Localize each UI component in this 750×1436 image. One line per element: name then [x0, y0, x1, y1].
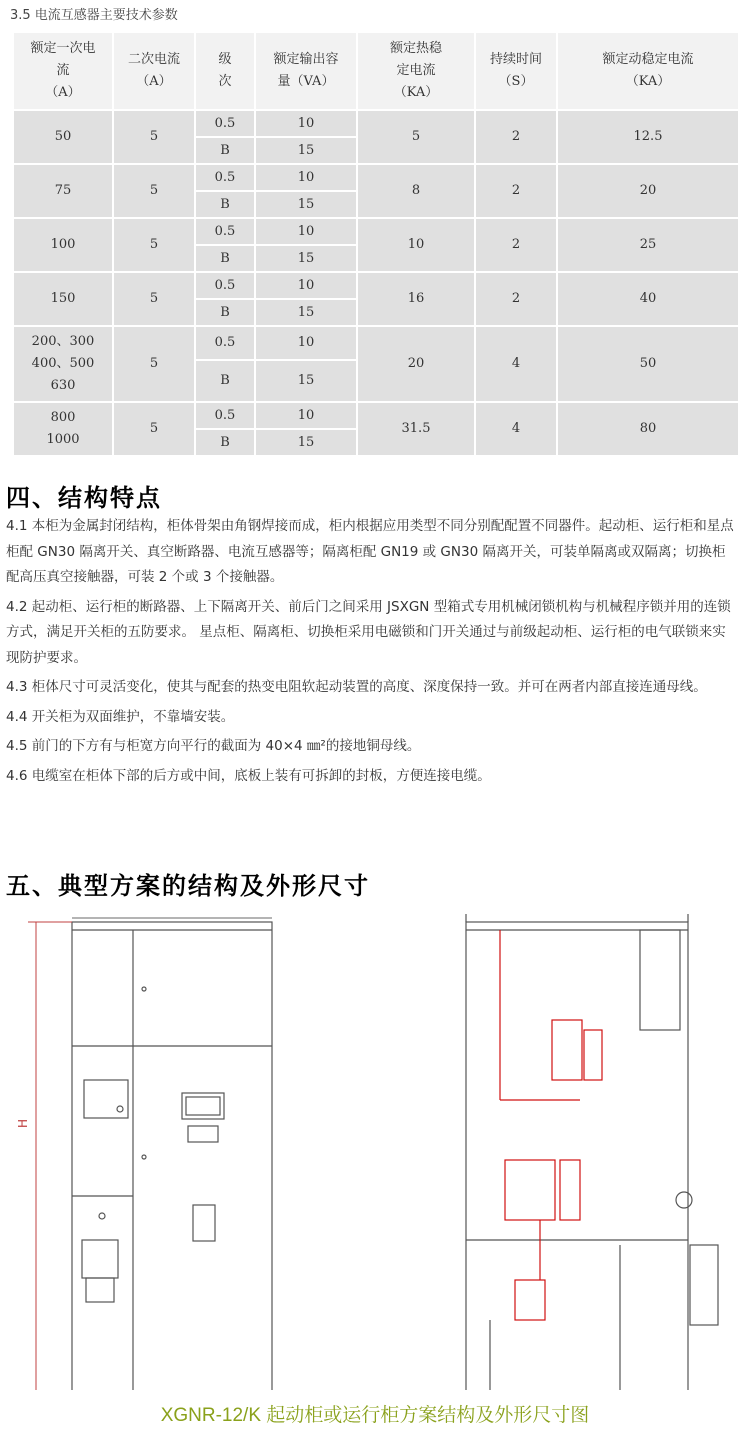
- table-cell: 15: [255, 429, 357, 456]
- table-cell: 20: [557, 164, 739, 218]
- primary-current-line: 100: [50, 237, 76, 252]
- table-cell: 2: [475, 272, 557, 326]
- table-cell: 5: [357, 110, 475, 164]
- header-line: 级: [218, 52, 232, 67]
- table-cell: B: [195, 137, 255, 164]
- table-cell: 5: [113, 402, 195, 456]
- table-cell: [13, 218, 113, 272]
- primary-current-line: 400、500: [31, 356, 95, 371]
- header-cell: [195, 32, 255, 110]
- header-line: 持续时间: [489, 52, 542, 67]
- header-line: （A）: [136, 74, 172, 89]
- table-cell: 2: [475, 218, 557, 272]
- table-cell: 4: [475, 326, 557, 402]
- table-cell: 15: [255, 360, 357, 402]
- table-cell: 0.5: [195, 110, 255, 137]
- table-cell: 10: [255, 402, 357, 429]
- table-cell: 0.5: [195, 272, 255, 299]
- table-cell: 0.5: [195, 164, 255, 191]
- primary-current-line: 75: [54, 183, 72, 198]
- feature-paragraph: 4.5 前门的下方有与柜宽方向平行的截面为 40×4 ㎜²的接地铜母线。: [6, 738, 421, 754]
- table-cell: 80: [557, 402, 739, 456]
- table-cell: 10: [255, 218, 357, 245]
- header-line: （A）: [45, 85, 81, 100]
- table-cell: 10: [255, 272, 357, 299]
- table-cell: 50: [557, 326, 739, 402]
- table-cell: [13, 164, 113, 218]
- table-cell: B: [195, 360, 255, 402]
- header-cell: [357, 32, 475, 110]
- table-cell: 5: [113, 218, 195, 272]
- table-cell: 0.5: [195, 218, 255, 245]
- feature-paragraph: 4.6 电缆室在柜体下部的后方或中间，底板上装有可拆卸的封板，方便连接电缆。: [6, 767, 491, 784]
- figure-caption: XGNR-12/K 起动柜或运行柜方案结构及外形尺寸图: [160, 1405, 590, 1426]
- header-cell: [475, 32, 557, 110]
- table-row: [13, 164, 739, 191]
- table-cell: 31.5: [357, 402, 475, 456]
- primary-current-line: 50: [54, 129, 72, 144]
- header-cell: [557, 32, 739, 110]
- feature-paragraph: 4.3 柜体尺寸可灵活变化，使其与配套的热变电阻软起动装置的高度、深度保持一致。并可在两者内部直接连通母线。: [6, 679, 707, 695]
- feature-paragraph: 4.4 开关柜为双面维护，不靠墙安装。: [6, 708, 235, 725]
- side-internal-components: [500, 930, 602, 1320]
- table-cell: 10: [357, 218, 475, 272]
- primary-current-line: 1000: [46, 432, 80, 447]
- table-row: [13, 110, 739, 137]
- table-cell: 10: [255, 326, 357, 360]
- table-cell: [13, 110, 113, 164]
- section4-heading: 四、结构特点: [6, 484, 162, 512]
- table-cell: 15: [255, 245, 357, 272]
- header-line: 额定输出容: [273, 52, 339, 67]
- table-cell: 12.5: [557, 110, 739, 164]
- table-cell: 10: [255, 164, 357, 191]
- table-cell: [13, 326, 113, 402]
- header-line: 量（VA）: [277, 74, 335, 89]
- table-cell: 25: [557, 218, 739, 272]
- primary-current-line: 800: [50, 410, 76, 425]
- primary-current-line: 150: [50, 291, 76, 306]
- primary-current-line: 200、300: [31, 334, 95, 349]
- header-line: 额定热稳: [389, 41, 442, 56]
- table-row: [13, 272, 739, 299]
- header-line: 流: [56, 63, 70, 78]
- table-cell: 15: [255, 191, 357, 218]
- table-cell: 2: [475, 164, 557, 218]
- header-line: （KA）: [625, 74, 671, 89]
- table-cell: B: [195, 429, 255, 456]
- header-cell: [13, 32, 113, 110]
- section4-body: [6, 514, 738, 793]
- feature-paragraph: 4.1 本柜为金属封闭结构，柜体骨架由角钢焊接而成，柜内根据应用类型不同分别配配置不同器件。起动柜、运行柜和星点柜配 GN30 隔离开关、真空断路器、电流互感器等；隔离柜配 GN19 或 GN30 隔离开关，可装单隔离或双隔离；切换柜配高压真空接触器，可装 2 个或 3 个接触器。: [6, 518, 734, 585]
- table-cell: 15: [255, 299, 357, 326]
- feature-paragraph: 4.2 起动柜、运行柜的断路器、上下隔离开关、前后门之间采用 JSXGN 型箱式专用机械闭锁机构与机械程序锁并用的连锁方式，满足开关柜的五防要求。 星点柜、隔离柜、切换柜采用电磁锁和门开关通过与前级起动柜、运行柜的电气联锁来实现防护要求。: [6, 598, 731, 666]
- table-cell: 5: [113, 326, 195, 402]
- height-label: H: [16, 1118, 30, 1128]
- table-cell: 20: [357, 326, 475, 402]
- section-caption: 3.5 电流互感器主要技术参数: [10, 8, 178, 23]
- header-line: 定电流: [396, 63, 436, 78]
- front-view: [72, 918, 272, 1390]
- table-cell: [13, 402, 113, 456]
- ct-spec-table: [12, 31, 740, 457]
- header-cell: [255, 32, 357, 110]
- table-cell: 8: [357, 164, 475, 218]
- header-line: （S）: [498, 74, 534, 89]
- table-cell: 0.5: [195, 402, 255, 429]
- table-cell: 5: [113, 110, 195, 164]
- cabinet-drawing: [0, 900, 750, 1390]
- table-cell: 4: [475, 402, 557, 456]
- table-cell: 40: [557, 272, 739, 326]
- table-cell: 5: [113, 272, 195, 326]
- table-cell: B: [195, 299, 255, 326]
- table-cell: 10: [255, 110, 357, 137]
- front-height-dimension: [28, 922, 72, 1390]
- table-cell: B: [195, 191, 255, 218]
- header-cell: [113, 32, 195, 110]
- header-line: 额定动稳定电流: [602, 52, 694, 67]
- primary-current-line: 630: [50, 378, 76, 393]
- table-cell: [13, 272, 113, 326]
- header-line: 额定一次电: [30, 41, 96, 56]
- table-cell: B: [195, 245, 255, 272]
- table-cell: 0.5: [195, 326, 255, 360]
- table-row: [13, 218, 739, 245]
- header-line: （KA）: [393, 85, 439, 100]
- section5-heading: 五、典型方案的结构及外形尺寸: [6, 872, 370, 900]
- table-row: [13, 326, 739, 360]
- header-line: 次: [218, 74, 232, 89]
- table-cell: 15: [255, 137, 357, 164]
- table-row: [13, 402, 739, 429]
- table-cell: 2: [475, 110, 557, 164]
- table-cell: 16: [357, 272, 475, 326]
- table-cell: 5: [113, 164, 195, 218]
- side-view: [466, 914, 718, 1390]
- header-line: 二次电流: [127, 52, 180, 67]
